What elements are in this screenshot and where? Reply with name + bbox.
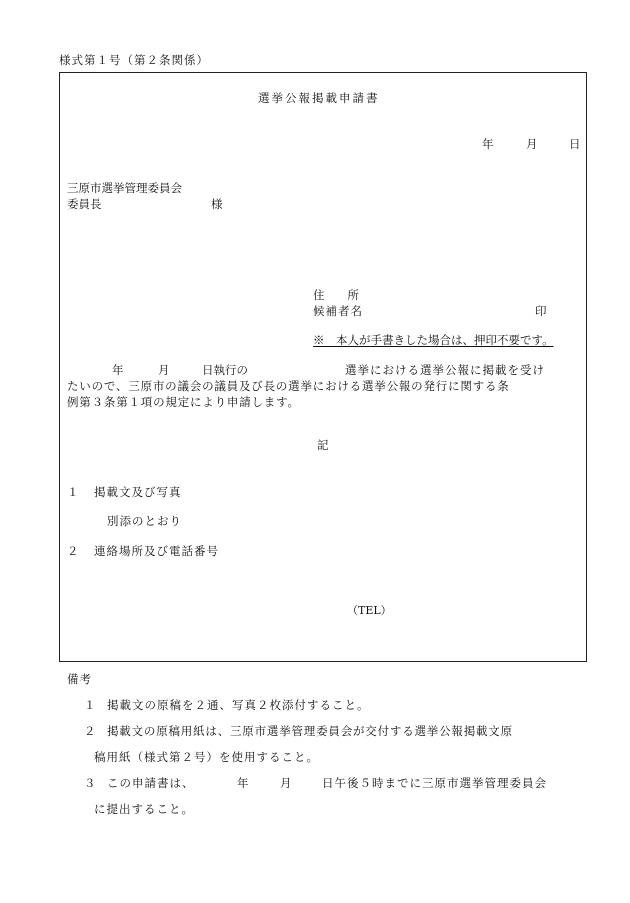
body-year: 年 <box>112 363 124 377</box>
addressee-chair: 委員長 <box>67 197 102 211</box>
remark-3-deadline: 日午後５時までに三原市選挙管理委員会 <box>322 776 547 790</box>
date-month: 月 <box>526 137 538 151</box>
candidate-name-label: 候補者名 <box>313 304 363 318</box>
date-day: 日 <box>569 137 581 151</box>
form-title: 選挙公報掲載申請書 <box>258 91 380 105</box>
remark-3-month: 月 <box>280 776 292 790</box>
seal-mark: 印 <box>535 304 547 318</box>
seal-not-required-note: ※ 本人が手書きした場合は、押印不要です。 <box>313 333 554 347</box>
body-month: 月 <box>158 363 170 377</box>
body-line-3: 例第３条第１項の規定により申請します。 <box>67 395 300 409</box>
form-number: 様式第１号（第２条関係） <box>59 53 209 67</box>
address-label: 住 所 <box>313 288 359 302</box>
remark-2-line-1: 掲載文の原稿用紙は、三原市選挙管理委員会が交付する選挙公報掲載文原 <box>107 724 513 738</box>
remark-1-number: １ <box>84 698 96 712</box>
remarks-heading: 備考 <box>67 672 92 686</box>
remark-3-year: 年 <box>237 776 249 790</box>
remark-2-line-2: 稿用紙（様式第２号）を使用すること。 <box>94 750 319 764</box>
remark-2-number: ２ <box>84 724 96 738</box>
item-2-label: 連絡場所及び電話番号 <box>94 544 219 558</box>
remark-3-intro: この申請書は、 <box>107 776 195 790</box>
body-line-2: たいので、三原市の議会の議員及び長の選挙における選挙公報の発行に関する条 <box>67 379 510 393</box>
item-1-detail: 別添のとおり <box>107 514 182 528</box>
item-1-number: １ <box>67 485 79 499</box>
item-2-number: ２ <box>67 544 79 558</box>
remark-3-number: ３ <box>84 776 96 790</box>
item-1-label: 掲載文及び写真 <box>94 485 182 499</box>
body-day-held: 日執行の <box>202 363 248 377</box>
remark-3-line-2: に提出すること。 <box>94 802 194 816</box>
ki-heading: 記 <box>317 438 329 452</box>
date-year: 年 <box>482 137 494 151</box>
body-election-text: 選挙における選挙公報に掲載を受け <box>345 363 545 377</box>
item-2-tel: （TEL） <box>347 604 392 617</box>
addressee-org: 三原市選挙管理委員会 <box>67 181 182 195</box>
remark-1-line-1: 掲載文の原稿を２通、写真２枚添付すること。 <box>107 698 370 712</box>
addressee-honorific: 様 <box>211 197 223 211</box>
